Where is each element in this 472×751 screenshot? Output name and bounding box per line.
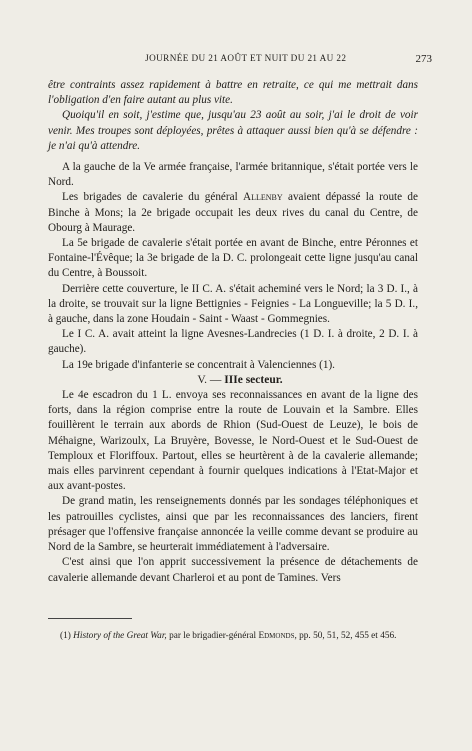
name-allenby: Allenby <box>243 191 283 204</box>
footnote-author: Edmonds <box>258 631 295 641</box>
paragraph-4th-squadron: Le 4e escadron du 1 L. envoya ses reconnaissances en avant de la ligne des forts, dans la région comprise entre la route de Louvain et la Sambre. Elles fouillèrent le terrain aux abords de Rhion (Sud-Ouest de Leuze), le bois de Méhaigne, Warizoulx, La Bruyère, Bovesse, le Nord-Ouest et le Sud-Ouest de Temploux et Floriffoux. Partout, elles se heurtèrent à de la cavalerie allemande; mais elles parvinrent cependant à fournir quelques indications à l'Etat-Major et aux avant-postes. <box>48 389 418 493</box>
page-number: 273 <box>415 53 432 65</box>
footnote-divider <box>48 618 132 619</box>
section-number: V. — <box>197 373 222 386</box>
footnote <box>48 630 418 643</box>
paragraph-allenby <box>48 190 418 236</box>
paragraph-allenby-start: Les brigades de cavalerie du général <box>62 191 244 204</box>
paragraph-i-corps: Le I C. A. avait atteint la ligne Avesnes-Landrecies (1 D. I. à droite, 2 D. I. à gauche). <box>48 328 418 356</box>
running-title: JOURNÉE DU 21 AOÛT ET NUIT DU 21 AU 22 <box>145 53 347 63</box>
paragraph-british-army: A la gauche de la Ve armée française, l'armée britannique, s'était portée vers le Nord. <box>48 161 418 189</box>
footnote-marker: (1) <box>60 631 71 641</box>
footnote-text-1: par le brigadier-général <box>166 631 259 641</box>
footnote-pages: , pp. 50, 51, 52, 455 et 456. <box>294 631 397 641</box>
quote-paragraph-1: être contraints assez rapidement à battre en retraite, ce qui me mettrait dans l'obligation d'en faire autant au plus vite. <box>48 79 418 107</box>
quote-paragraph-2: Quoiqu'il en soit, j'estime que, jusqu'au 23 août au soir, j'ai le droit de voir venir. Mes troupes sont déployées, prêtes à attaquer aussi bien qu'à se défendre : je n'ai qu'à attendre. <box>48 109 418 152</box>
section-title: IIIe secteur. <box>224 373 283 386</box>
paragraph-allenby-end: avaient dépassé la route de Binche à Mons; la 2e brigade occupait les deux rives du canal du Centre, de Obourg à Maurage. <box>48 191 418 234</box>
section-heading <box>48 373 418 388</box>
running-head <box>48 53 432 65</box>
paragraph-5th-brigade: La 5e brigade de cavalerie s'était portée en avant de Binche, entre Péronnes et Fontaine-l'Évêque; la 3e brigade de la D. C. prolongeait cette ligne jusqu'au canal du Centre, à Boussoit. <box>48 237 418 280</box>
paragraph-ii-corps: Derrière cette couverture, le II C. A. s'était acheminé vers le Nord; la 3 D. I., à la droite, se trouvait sur la ligne Bettignies - Feignies - La Longueville; la 5 D. I., à gauche, dans la zone Houdain - Saint - Waast - Gommegnies. <box>48 282 418 326</box>
page-body <box>48 78 418 586</box>
paragraph-19th-brigade: La 19e brigade d'infanterie se concentrait à Valenciennes (1). <box>62 358 335 371</box>
footnote-work-title: History of the Great War, <box>73 631 167 641</box>
paragraph-successive-detachments: C'est ainsi que l'on apprit successivement la présence de détachements de cavalerie allemande devant Charleroi et au pont de Tamines. Vers <box>48 556 418 584</box>
paragraph-early-morning: De grand matin, les renseignements donnés par les sondages téléphoniques et les patrouilles cyclistes, ainsi que par les reconnaissances des lanciers, firent présager que l'offensive française annoncée la veille comme devant se produire au Nord de la Sambre, se heurterait immédiatement à l'adversaire. <box>48 495 418 554</box>
